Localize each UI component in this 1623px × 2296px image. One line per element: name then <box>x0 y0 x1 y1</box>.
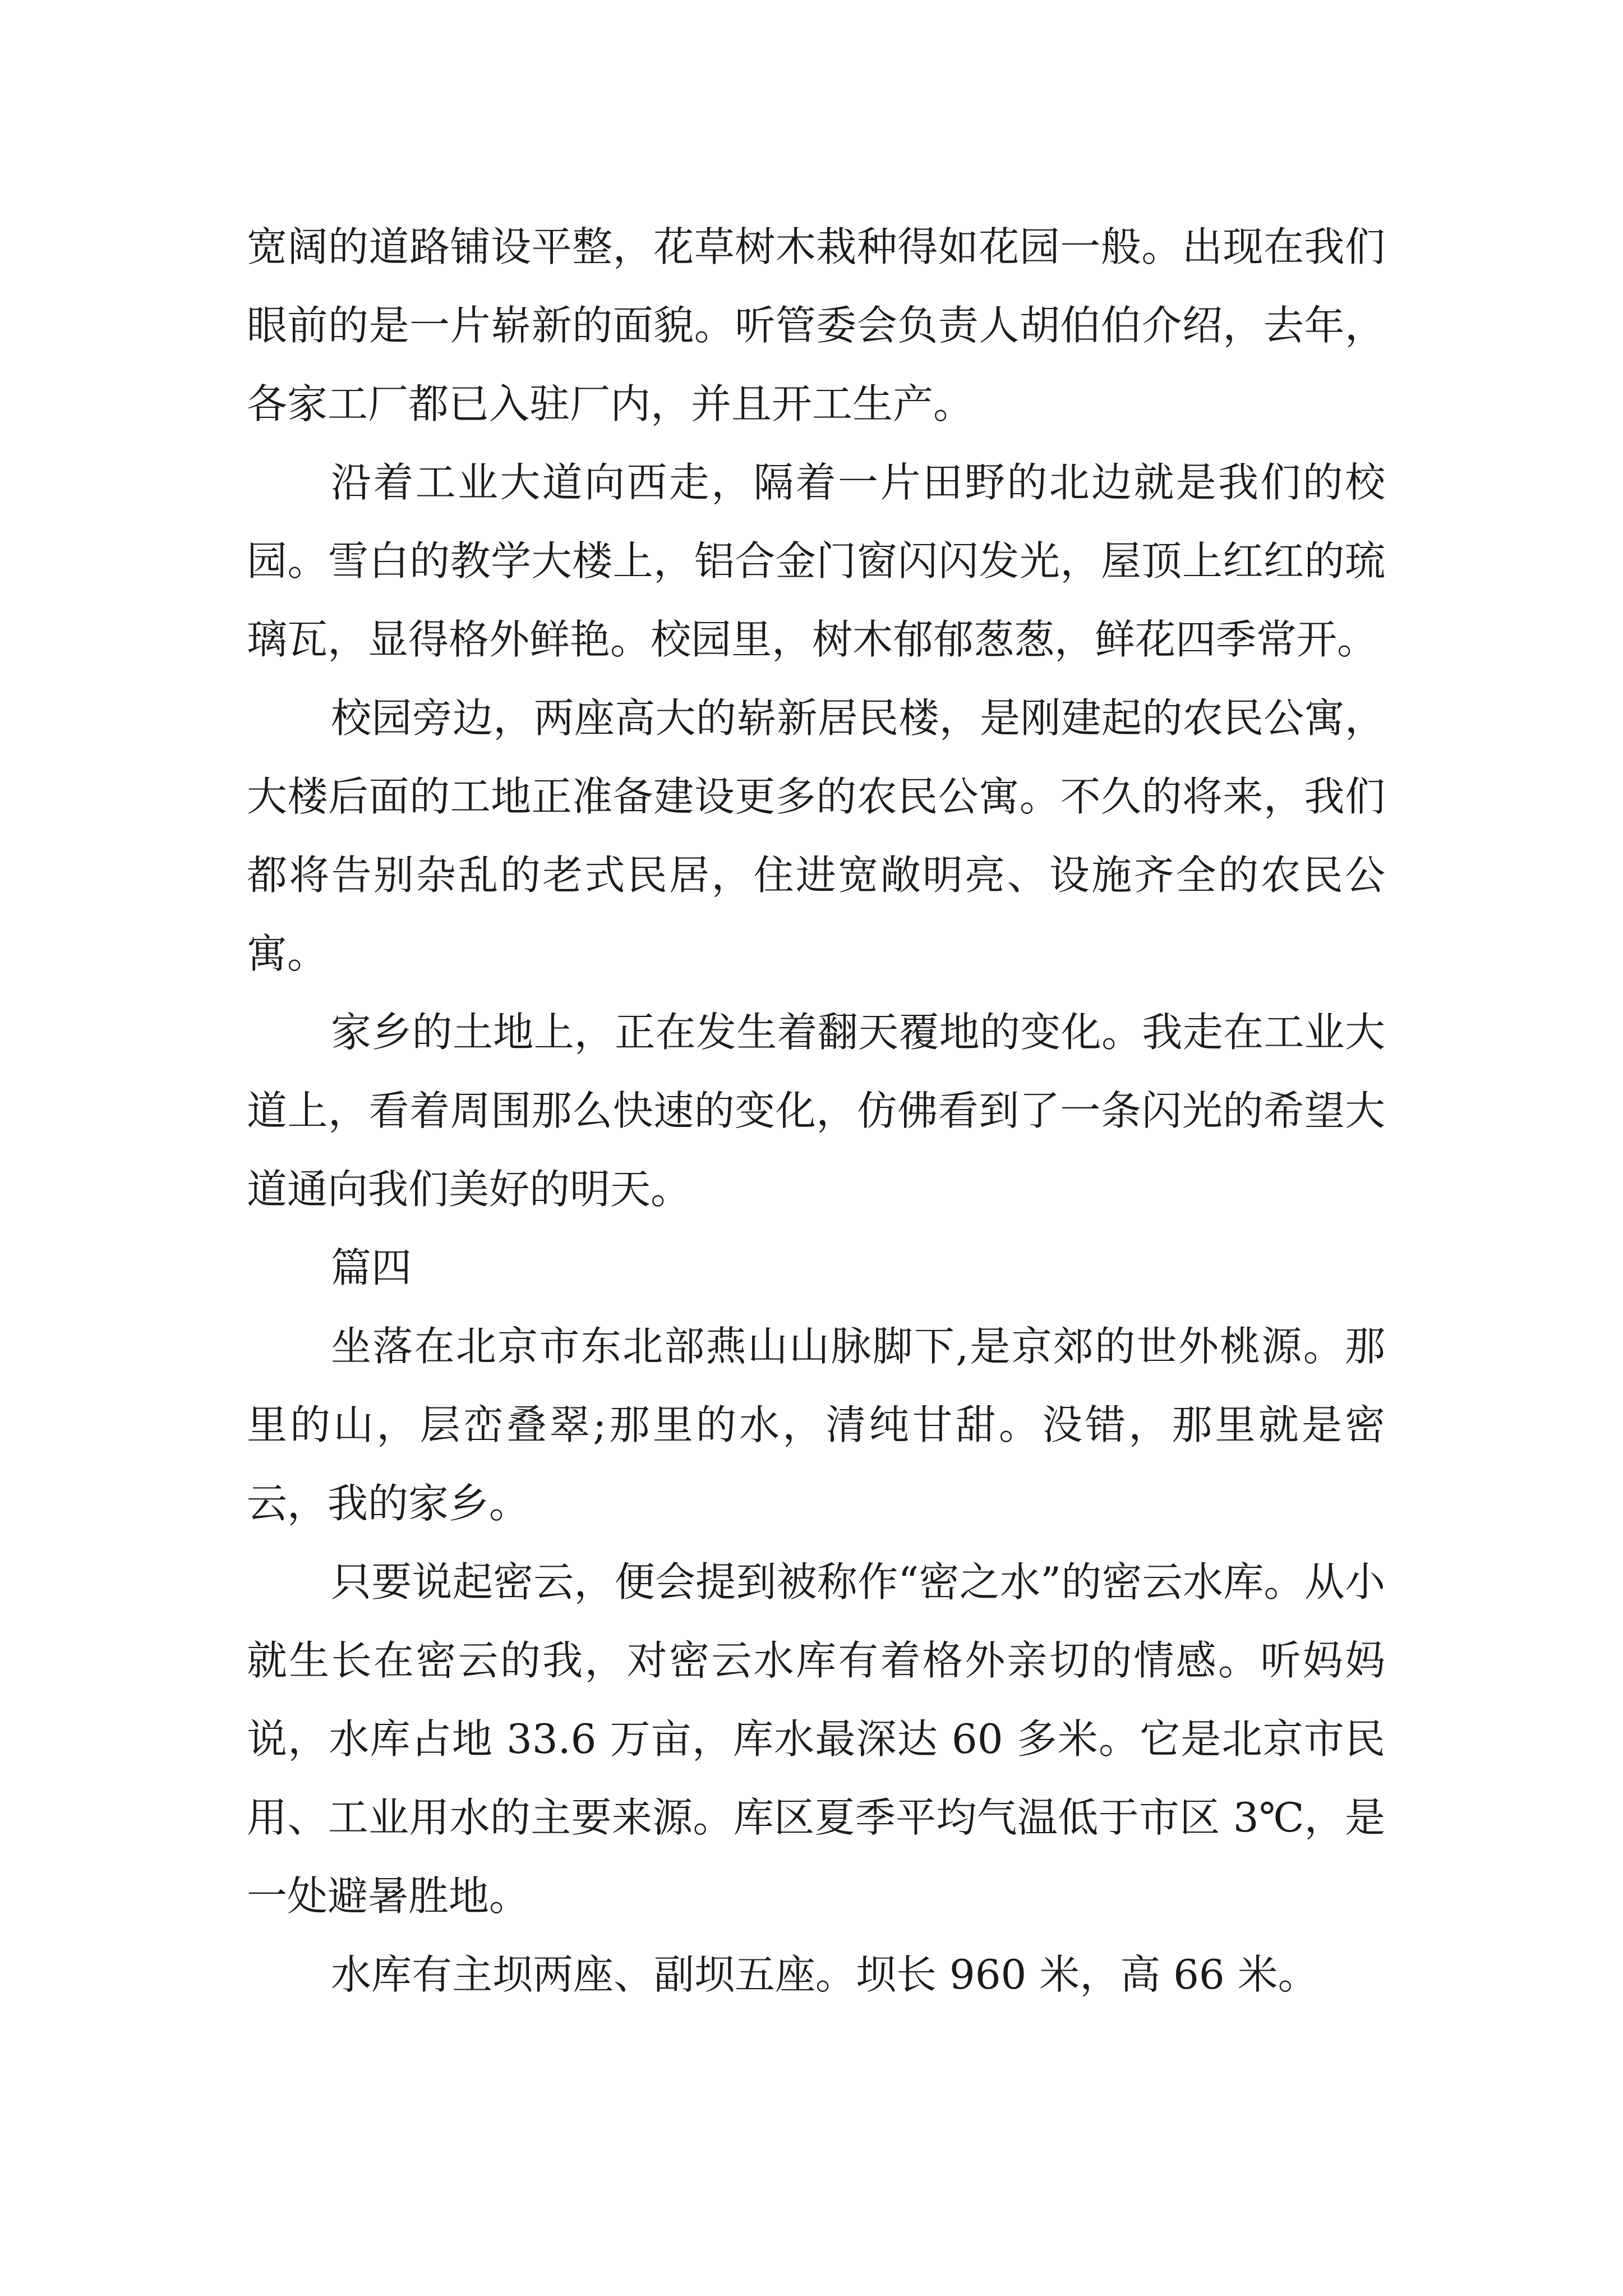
paragraph: 宽阔的道路铺设平整，花草树木栽种得如花园一般。出现在我们眼前的是一片崭新的面貌。听管委会负责人胡伯伯介绍，去年，各家工厂都已入驻厂内，并且开工生产。 <box>247 223 1385 427</box>
paragraph: 水库有主坝两座、副坝五座。坝长 960 米，高 66 米。 <box>331 1951 1318 1998</box>
paragraph: 校园旁边，两座高大的崭新居民楼，是刚建起的农民公寓，大楼后面的工地正准备建设更多的农民公寓。不久的将来，我们都将告别杂乱的老式民居，住进宽敞明亮、设施齐全的农民公寓。 <box>247 694 1385 977</box>
paragraph: 沿着工业大道向西走，隔着一片田野的北边就是我们的校园。雪白的教学大楼上，铝合金门窗闪闪发光，屋顶上红红的琉璃瓦，显得格外鲜艳。校园里，树木郁郁葱葱，鲜花四季常开。 <box>247 459 1385 663</box>
document-body <box>247 208 1385 2014</box>
section-heading: 篇四 <box>331 1244 412 1291</box>
paragraph: 只要说起密云，便会提到被称作“密之水”的密云水库。从小就生长在密云的我，对密云水库有着格外亲切的情感。听妈妈说，水库占地 33.6 万亩，库水最深达 60 多米。它是北京市民用、工业用水的主要来源。库区夏季平均气温低于市区 3℃，是一处避暑胜地。 <box>247 1558 1385 1920</box>
paragraph: 家乡的土地上，正在发生着翻天覆地的变化。我走在工业大道上，看着周围那么快速的变化，仿佛看到了一条闪光的希望大道通向我们美好的明天。 <box>247 1009 1385 1213</box>
paragraph: 坐落在北京市东北部燕山山脉脚下,是京郊的世外桃源。那里的山，层峦叠翠;那里的水，清纯甘甜。没错，那里就是密云，我的家乡。 <box>247 1323 1385 1527</box>
